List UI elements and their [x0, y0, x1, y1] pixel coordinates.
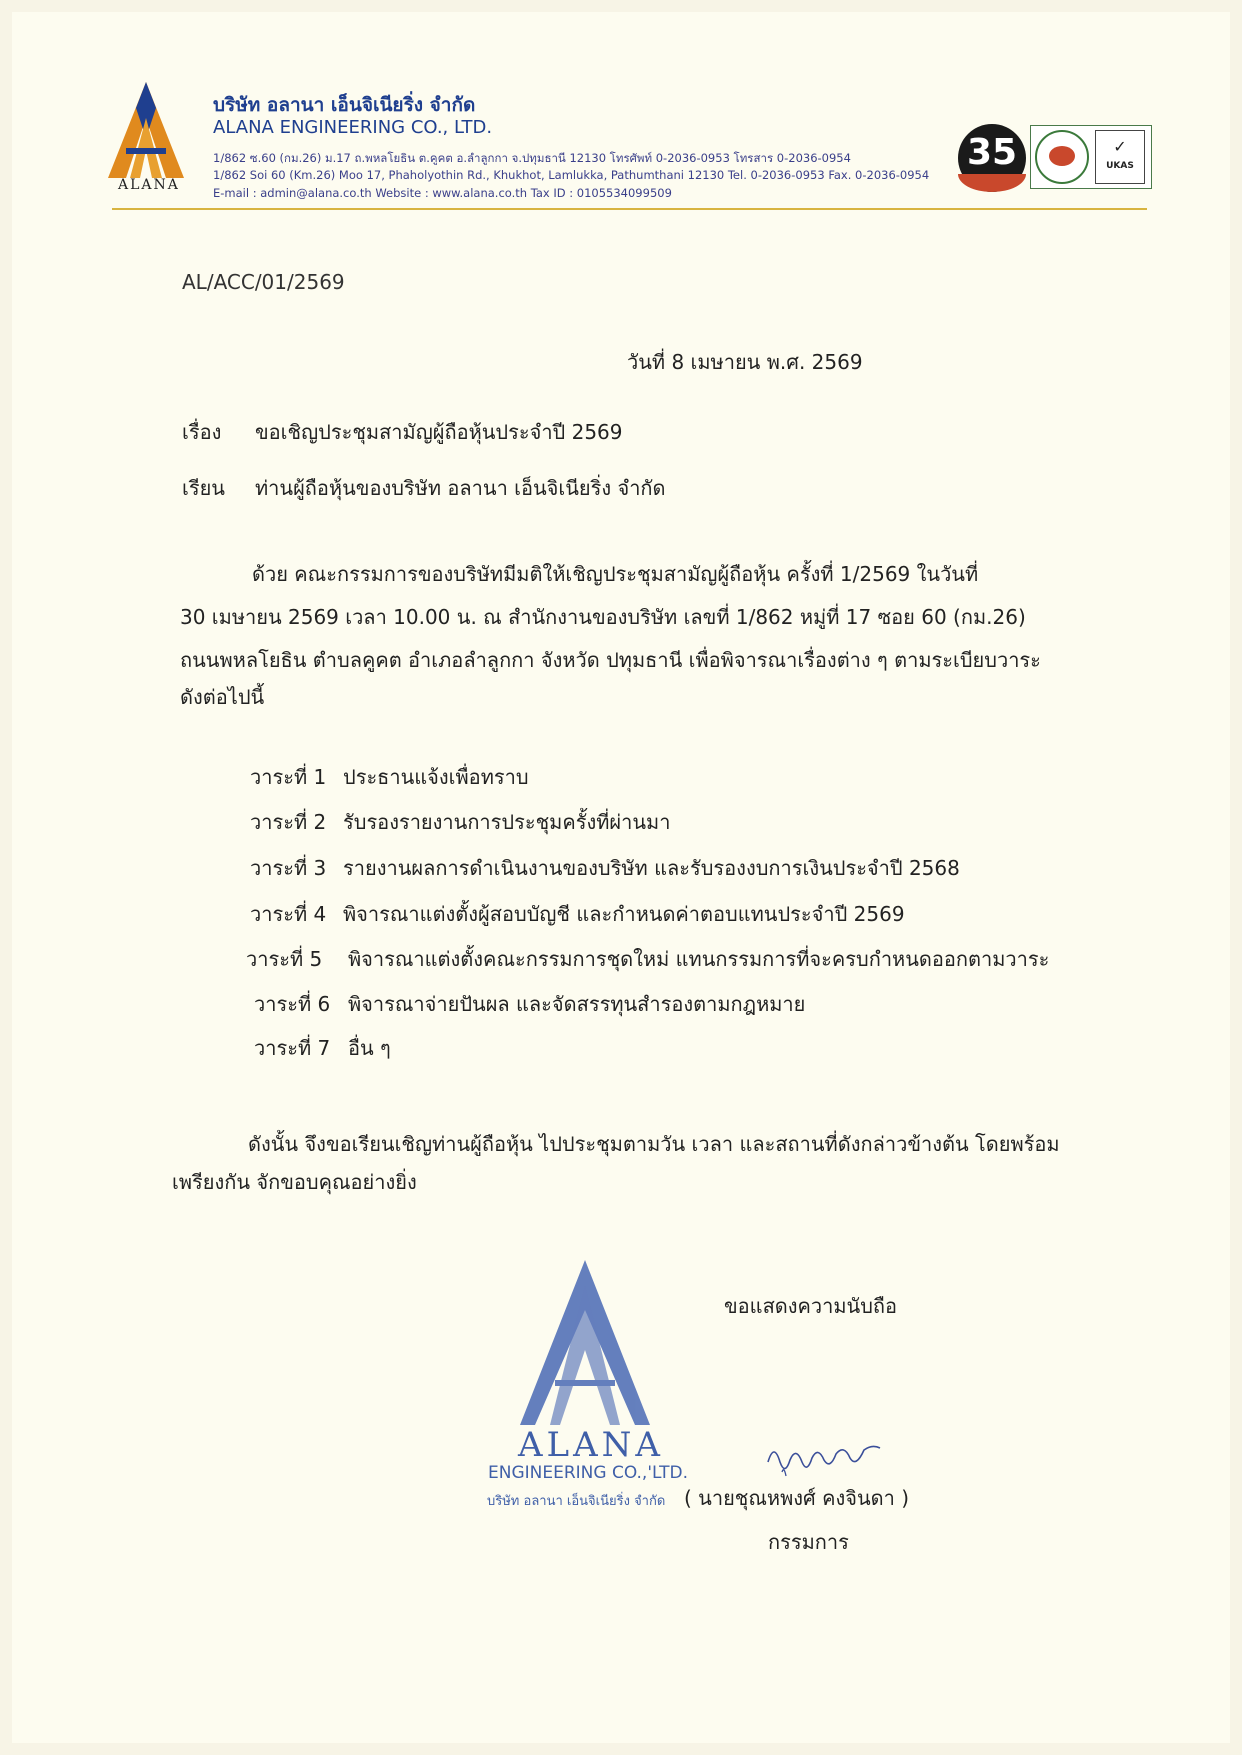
anniversary-badge-icon [958, 124, 1026, 192]
ukas-cert-icon: ✓ UKAS [1095, 130, 1145, 184]
agenda-number: วาระที่ 1 [250, 765, 327, 789]
agenda-number: วาระที่ 7 [254, 1036, 331, 1060]
iso-cert-icon [1035, 130, 1089, 184]
address-thai: 1/862 ซ.60 (กม.26) ม.17 ถ.พหลโยธิน ต.คูคต อ.ลำลูกกา จ.ปทุมธานี 12130 โทรศัพท์ 0-2036-0953 โทรสาร 0-2036-0954 [213, 151, 851, 165]
intro-line: 30 เมษายน 2569 เวลา 10.00 น. ณ สำนักงานของบริษัท เลขที่ 1/862 หมู่ที่ 17 ซอย 60 (กม.26) [180, 605, 1026, 629]
closing-line: เพรียงกัน จักขอบคุณอย่างยิ่ง [172, 1170, 417, 1194]
logo-wordmark: ALANA [118, 177, 180, 193]
company-name-thai: บริษัท อลานา เอ็นจิเนียริ่ง จำกัด [213, 94, 476, 116]
agenda-number: วาระที่ 2 [250, 810, 327, 834]
subject-label: เรื่อง [182, 420, 222, 444]
ukas-label: UKAS [1106, 161, 1134, 171]
contact-line: E-mail : admin@alana.co.th Website : www.alana.co.th Tax ID : 0105534099509 [213, 186, 672, 200]
handwritten-signature [760, 1432, 930, 1482]
stamp-english-name: ENGINEERING CO.,'LTD. [488, 1463, 689, 1483]
regards-text: ขอแสดงความนับถือ [724, 1294, 898, 1318]
stamp-wordmark: ALANA [518, 1425, 664, 1465]
agenda-item: รับรองรายงานการประชุมครั้งที่ผ่านมา [343, 810, 671, 834]
intro-line: ถนนพหลโยธิน ตำบลคูคต อำเภอลำลูกกา จังหวัด ปทุมธานี เพื่อพิจารณาเรื่องต่าง ๆ ตามระเบียบวาระ [180, 648, 1041, 672]
stamp-thai-name: บริษัท อลานา เอ็นจิเนียริ่ง จำกัด [487, 1494, 666, 1509]
signer-name: ( นายชุณหพงศ์ คงจินดา ) [684, 1486, 910, 1510]
agenda-item: พิจารณาจ่ายปันผล และจัดสรรทุนสำรองตามกฎหมาย [348, 992, 806, 1016]
intro-line: ด้วย คณะกรรมการของบริษัทมีมติให้เชิญประชุมสามัญผู้ถือหุ้น ครั้งที่ 1/2569 ในวันที่ [252, 562, 979, 586]
header-divider [112, 208, 1147, 210]
agenda-number: วาระที่ 5 [246, 947, 323, 971]
closing-line: ดังนั้น จึงขอเรียนเชิญท่านผู้ถือหุ้น ไปประชุมตามวัน เวลา และสถานที่ดังกล่าวข้างต้น โดยพร้อม [248, 1132, 1060, 1156]
alana-logo-icon [96, 78, 196, 188]
agenda-item: รายงานผลการดำเนินงานของบริษัท และรับรองงบการเงินประจำปี 2568 [343, 856, 960, 880]
subject-text: ขอเชิญประชุมสามัญผู้ถือหุ้นประจำปี 2569 [255, 420, 623, 444]
to-text: ท่านผู้ถือหุ้นของบริษัท อลานา เอ็นจิเนียริ่ง จำกัด [255, 476, 666, 500]
to-label: เรียน [182, 476, 225, 500]
agenda-item: พิจารณาแต่งตั้งคณะกรรมการชุดใหม่ แทนกรรมการที่จะครบกำหนดออกตามวาระ [348, 947, 1050, 971]
company-stamp-icon [500, 1255, 670, 1445]
letter-date: วันที่ 8 เมษายน พ.ศ. 2569 [627, 350, 863, 374]
certification-marks [1030, 125, 1152, 189]
agenda-number: วาระที่ 3 [250, 856, 327, 880]
reference-number: AL/ACC/01/2569 [182, 270, 345, 294]
company-name-english: ALANA ENGINEERING CO., LTD. [213, 117, 493, 138]
agenda-item: อื่น ๆ [348, 1036, 391, 1060]
agenda-item: พิจารณาแต่งตั้งผู้สอบบัญชี และกำหนดค่าตอบแทนประจำปี 2569 [343, 902, 905, 926]
intro-line: ดังต่อไปนี้ [180, 685, 265, 709]
agenda-item: ประธานแจ้งเพื่อทราบ [343, 765, 529, 789]
agenda-number: วาระที่ 6 [254, 992, 331, 1016]
address-english: 1/862 Soi 60 (Km.26) Moo 17, Phaholyothin Rd., Khukhot, Lamlukka, Pathumthani 12130 Tel. 0-2036-0953 Fax. 0-2036-0954 [213, 168, 930, 182]
agenda-number: วาระที่ 4 [250, 902, 327, 926]
badge-number: 35 [966, 132, 1018, 173]
signer-title: กรรมการ [768, 1530, 849, 1554]
